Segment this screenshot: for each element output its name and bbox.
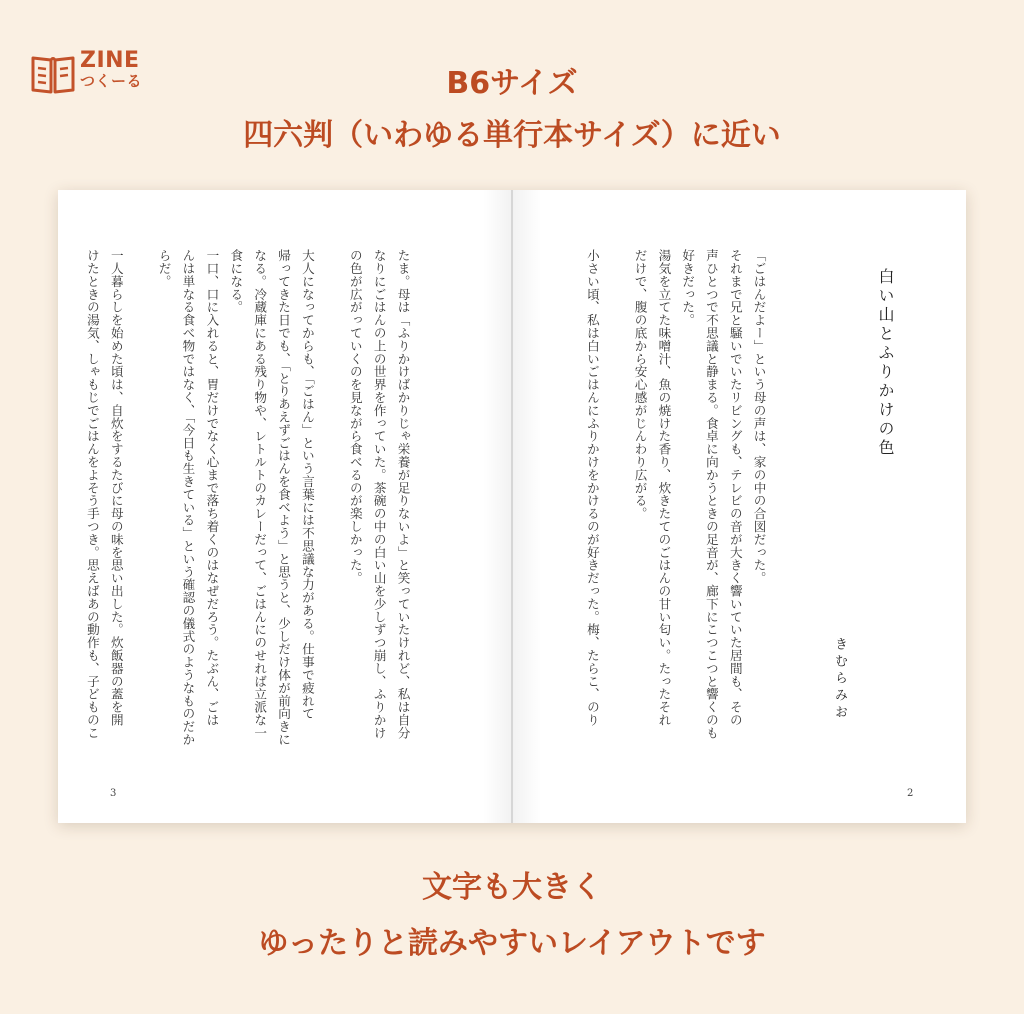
page-number-right: 2 <box>907 788 914 799</box>
text-column: たま。母は「ふりかけばかりじゃ栄養が足りないよ」と笑っていたけれど、私は自分 <box>395 249 411 740</box>
story-author: きむらみお <box>832 637 847 722</box>
text-column: 一人暮らしを始めた頃は、自炊をするたびに母の味を思い出した。炊飯器の蓋を開 <box>108 249 124 727</box>
story-title: 白い山とふりかけの色 <box>876 268 895 458</box>
text-column: だけで、腹の底から安心感がじんわり広がる。 <box>632 249 648 520</box>
heading-line-1: B6サイズ <box>446 66 578 101</box>
text-column: 大人になってからも、「ごはん」という言葉には不思議な力がある。仕事で疲れて <box>299 249 315 720</box>
text-column: 好きだった。 <box>680 249 696 327</box>
text-column: けたときの湯気、しゃもじでごはんをよそう手つき。思えばあの動作も、子どものこ <box>84 249 100 740</box>
text-column: なりにごはんの上の世界を作っていた。茶碗の中の白い山を少しずつ崩し、ふりかけ <box>371 249 387 740</box>
spine-shadow-right <box>513 190 541 823</box>
text-column: 湯気を立てた味噌汁、魚の焼けた香り、炊きたてのごはんの甘い匂い。たったそれ <box>656 249 672 727</box>
text-column: 小さい頃、私は白いごはんにふりかけをかけるのが好きだった。梅、たらこ、のり <box>584 249 600 727</box>
text-column: んは単なる食べ物ではなく、「今日も生きている」という確認の儀式のようなものだか <box>180 249 196 746</box>
text-column: の色が広がっていくのを見ながら食べるのが楽しかった。 <box>347 249 363 585</box>
text-column: 一口、口に入れると、胃だけでなく心まで落ち着くのはなぜだろう。たぶん、ごは <box>204 249 220 727</box>
text-column: 「ごはんだよー」という母の声は、家の中の合図だった。 <box>751 249 767 585</box>
page-number-left: 3 <box>110 788 117 799</box>
book-spread <box>58 190 966 823</box>
text-column: それまで兄と騒いでいたリビングも、テレビの音が大きく響いていた居間も、その <box>727 249 743 727</box>
heading-line-2: 四六判（いわゆる単行本サイズ）に近い <box>243 118 781 153</box>
spine-shadow-left <box>483 190 511 823</box>
text-column: 食になる。 <box>228 249 244 314</box>
logo-subtitle: つくーる <box>80 72 143 90</box>
text-column: 帰ってきた日でも、「とりあえずごはんを食べよう」と思うと、少しだけ体が前向きに <box>276 249 292 746</box>
text-column: 声ひとつで不思議と静まる。食卓に向かうときの足音が、廊下にこつこつと響くのも <box>703 249 719 740</box>
text-column: なる。冷蔵庫にある残り物や、レトルトのカレーだって、ごはんにのせれば立派な一 <box>252 249 268 740</box>
footer-line-2: ゆったりと読みやすいレイアウトです <box>258 926 766 961</box>
logo-name: ZINE <box>80 48 140 73</box>
text-column: らだ。 <box>156 249 172 288</box>
book-spine <box>511 190 513 823</box>
footer-line-1: 文字も大きく <box>422 870 602 905</box>
